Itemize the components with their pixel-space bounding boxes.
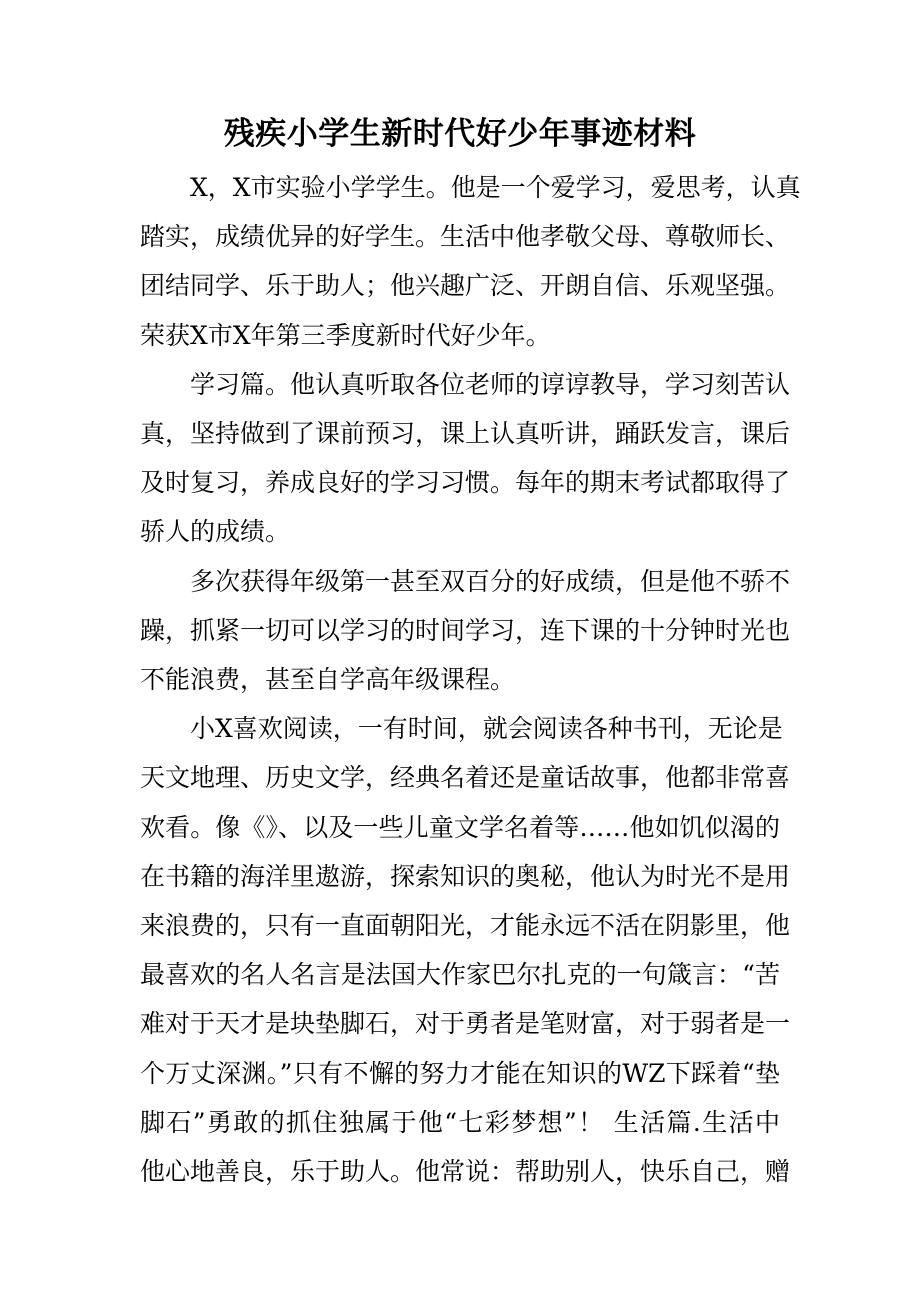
text-line: 团结同学、乐于助人；他兴趣广泛、开朗自信、乐观坚强。 — [140, 271, 791, 301]
text-line: 躁，抓紧一切可以学习的时间学习，连下课的十分钟时光也 — [140, 615, 791, 645]
document-body — [140, 163, 801, 1196]
text-line: 踏实，成绩优异的好学生。生活中他孝敬父母、尊敬师长、 — [140, 222, 791, 252]
text-line: 在书籍的海洋里遨游，探索知识的奥秘，他认为时光不是用 — [140, 861, 791, 891]
paragraph-study — [140, 360, 791, 557]
text-line: 个万丈深渊。”只有不懈的努力才能在知识的WZ下踩着“垫 — [140, 1058, 780, 1088]
text-line: 荣获X市X年第三季度新时代好少年。 — [140, 320, 551, 350]
document-title: 残疾小学生新时代好少年事迹材料 — [223, 116, 697, 152]
text-line: 真，坚持做到了课前预习，课上认真听讲，踊跃发言，课后 — [140, 419, 791, 449]
text-line: 不能浪费，甚至自学高年级课程。 — [140, 665, 516, 695]
text-line: 最喜欢的名人名言是法国大作家巴尔扎克的一句箴言：“苦 — [140, 960, 780, 990]
text-line: 他心地善良，乐于助人。他常说：帮助别人，快乐自己，赠 — [140, 1157, 791, 1187]
text-line: 天文地理、历史文学，经典名着还是童话故事，他都非常喜 — [140, 763, 791, 793]
text-line: 学习篇。他认真听取各位老师的谆谆教导，学习刻苦认 — [190, 369, 791, 399]
paragraph-achievements — [140, 557, 791, 705]
text-line: 欢看。像《》、以及一些儿童文学名着等……他如饥似渴的 — [140, 812, 780, 842]
text-line: 骄人的成绩。 — [140, 517, 291, 547]
text-line: 来浪费的，只有一直面朝阳光，才能永远不活在阴影里，他 — [140, 911, 791, 941]
paragraph-intro — [140, 163, 801, 360]
text-line: 难对于天才是块垫脚石，对于勇者是笔财富，对于弱者是一 — [140, 1009, 791, 1039]
text-line: X，X市实验小学学生。他是一个爱学习，爱思考，认真 — [190, 173, 801, 202]
text-line: 多次获得年级第一甚至双百分的好成绩，但是他不骄不 — [190, 566, 791, 596]
text-line: 脚石”勇敢的抓住独属于他“七彩梦想”！ 生活篇.生活中 — [140, 1107, 780, 1137]
paragraph-reading — [140, 704, 791, 1196]
text-line: 及时复习，养成良好的学习习惯。每年的期末考试都取得了 — [140, 468, 791, 498]
text-line: 小X喜欢阅读，一有时间，就会阅读各种书刊，无论是 — [190, 714, 783, 744]
